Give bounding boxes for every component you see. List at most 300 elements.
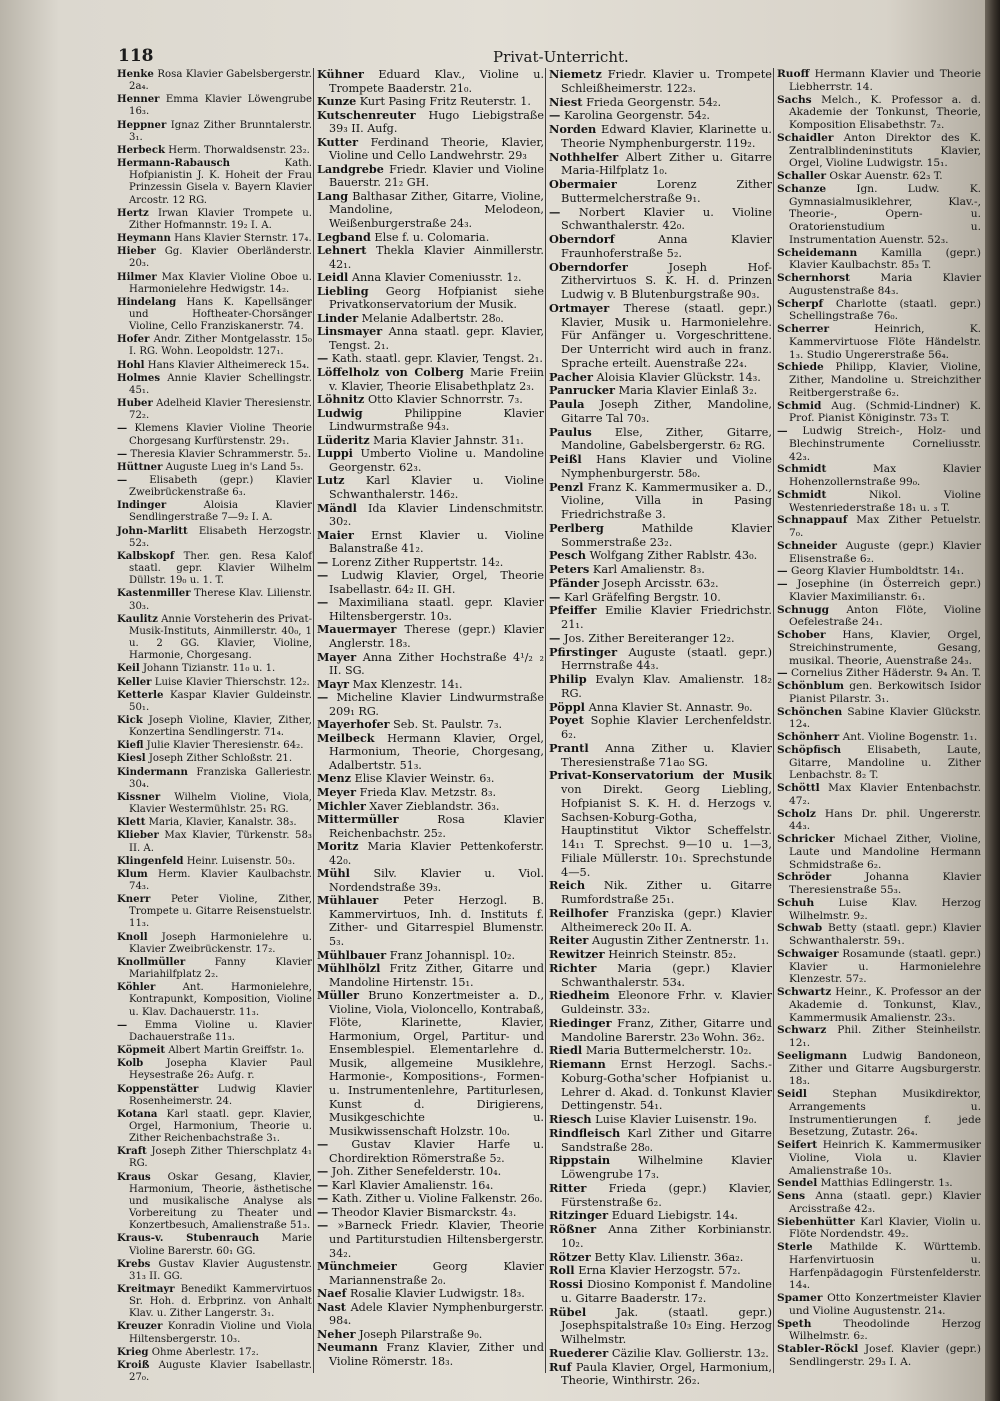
directory-entry	[117, 144, 312, 157]
directory-entry	[317, 1260, 544, 1287]
entry-details: Friedr. Klavier und Violine Bauerstr. 21₂ GH.	[329, 162, 544, 190]
entry-details: Andr. Zither Montgelasstr. 15₀ I. RG. Wohn. Leopoldstr. 127₁.	[129, 334, 312, 358]
entry-details: Emma Klavier Löwengrube 16₃.	[129, 94, 313, 118]
directory-entry	[317, 867, 544, 894]
entry-surname: —	[117, 422, 128, 435]
directory-entry	[117, 893, 312, 930]
directory-entry	[317, 407, 544, 434]
entry-details: Frieda Klav. Metzstr. 8₃.	[359, 785, 497, 799]
entry-surname: Kick	[117, 713, 143, 726]
directory-entry	[549, 384, 772, 398]
entry-details: Gustav Klavier Harfe u. Chordirektion Römerstraße 5₂.	[329, 1138, 544, 1165]
entry-details: Rosa Klavier Gabelsbergerstr. 2a₄.	[129, 69, 313, 93]
directory-entry	[777, 361, 981, 399]
directory-entry	[317, 1287, 544, 1301]
directory-entry	[117, 232, 312, 245]
directory-entry	[777, 808, 981, 834]
directory-entry	[117, 448, 312, 461]
directory-entry	[317, 989, 544, 1138]
entry-details: Johann Tizianstr. 11₀ u. 1.	[142, 663, 276, 675]
entry-details: Hermann Klavier und Theorie Liebherrstr. 14.	[789, 68, 981, 93]
entry-details: Nik. Zither u. Gitarre Rumfordstraße 25₁.	[561, 878, 772, 906]
directory-entry	[549, 398, 772, 426]
entry-surname: Niemetz	[549, 67, 602, 81]
directory-entry	[117, 359, 312, 372]
directory-entry	[317, 691, 544, 718]
directory-entry	[777, 782, 981, 808]
entry-details: Karl Klavier u. Violine Schwanthalerstr. 146₂.	[329, 474, 544, 501]
entry-surname: Prantl	[549, 740, 589, 755]
entry-details: Hans, Klavier, Orgel, Streichinstrumente, Gesang, musikal. Theorie, Auenstraße 24₃.	[789, 629, 982, 667]
directory-entry	[317, 732, 544, 773]
entry-surname: Klieber	[117, 829, 159, 842]
entry-surname: Lang	[317, 188, 349, 203]
entry-surname: Hilmer	[117, 270, 157, 283]
directory-entry	[777, 986, 981, 1024]
directory-entry	[777, 170, 981, 183]
entry-details: Ludwig Streich-, Holz- und Blechinstrumente Corneliusstr. 42₃.	[789, 425, 981, 463]
directory-entry	[549, 907, 772, 935]
entry-surname: Linder	[317, 310, 359, 325]
entry-details: Max Klavier Entenbachstr. 47₂.	[789, 782, 981, 807]
entry-surname: Köhler	[117, 981, 156, 994]
entry-surname: —	[549, 589, 561, 604]
entry-surname: Moritz	[317, 839, 359, 854]
entry-details: Wolfgang Zither Rablstr. 43₀.	[589, 548, 758, 563]
entry-details: Auguste Lueg in's Land 5₃.	[165, 461, 304, 473]
directory-entry	[549, 1044, 772, 1058]
directory-entry	[117, 550, 312, 587]
entry-details: Lorenz Zither Buttermelcherstraße 9₁.	[561, 177, 772, 205]
entry-details: Lorenz Zither Ruppertstr. 14₂.	[331, 555, 504, 569]
entry-surname: Pfänder	[549, 575, 600, 590]
entry-surname: Schwab	[777, 922, 823, 935]
entry-surname: Speth	[777, 1317, 812, 1330]
directory-entry	[777, 1088, 981, 1139]
directory-entry	[117, 1258, 312, 1283]
entry-details: Herm. Thorwaldsenstr. 23₂.	[168, 144, 310, 156]
entry-details: Hermann Klavier, Orgel, Harmonium, Theorie, Chorgesang, Adalbertstr. 51₃.	[329, 731, 544, 772]
entry-details: Ludwig Klavier, Orgel, Theorie Isabellastr. 64₂ II. GH.	[329, 569, 544, 596]
entry-details: Heinrich Steinstr. 85₂.	[608, 947, 737, 961]
entry-details: Mathilde Klavier Sommerstraße 23₂.	[561, 520, 772, 549]
directory-entry	[549, 1058, 772, 1113]
entry-surname: Mändl	[317, 500, 357, 515]
entry-details: Kaspar Klavier Guldeinstr. 50₁.	[129, 689, 312, 713]
directory-entry	[777, 298, 981, 324]
entry-details: Elisabeth (gepr.) Klavier Zweibrückenstraße 6₃.	[129, 475, 312, 499]
directory-entry	[117, 461, 312, 474]
entry-surname: Ketterle	[117, 688, 164, 701]
entry-surname: Peters	[549, 562, 590, 576]
entry-surname: Kutter	[317, 134, 358, 149]
directory-entry	[117, 333, 312, 358]
entry-surname: Hieber	[117, 245, 156, 258]
entry-surname: Penzl	[549, 479, 584, 494]
entry-details: Joseph Zither, Mandoline, Gitarre Tal 70₃.	[561, 397, 773, 425]
directory-entry	[549, 604, 772, 632]
entry-surname: Hertz	[117, 206, 149, 219]
entry-details: Julie Klavier Theresienstr. 64₂.	[146, 740, 304, 752]
entry-surname: Kiefl	[117, 739, 144, 752]
entry-details: Bruno Konzertmeister a. D., Violine, Viola, Violoncello, Kontrabaß, Flöte, Klarinette, Klavier, Harmonium, Orgel, Partitur- und Ensemblespiel. Elementarlehre d. Musik, allgemeine Musiklehre, Harmonie-, Kompositions-, Formen- u. Instrumentenlehre, Partiturlesen, Kunst d. Dirigierens, Musikgeschichte u. Musikwissenschaft Holzstr. 10₀.	[329, 989, 544, 1138]
entry-surname: Pöppl	[549, 699, 585, 714]
entry-surname: Huber	[117, 397, 153, 410]
directory-entry	[317, 1328, 544, 1342]
entry-surname: Neher	[317, 1326, 356, 1341]
entry-details: Karl staatl. gepr. Klavier, Orgel, Harmonium, Theorie u. Zither Reichenbachstraße 3₁.	[129, 1108, 312, 1145]
directory-entry	[317, 68, 544, 95]
entry-surname: Kiesl	[117, 752, 146, 765]
entry-surname: Hohl	[117, 358, 145, 371]
entry-surname: Schiede	[777, 361, 824, 374]
directory-entry	[117, 791, 312, 816]
entry-surname: —	[117, 474, 128, 486]
directory-entry	[549, 1223, 772, 1251]
entry-details: Ferdinand Theorie, Klavier, Violine und Cello Landwehrstr. 29₃	[329, 135, 544, 163]
entry-surname: —	[317, 1137, 329, 1152]
entry-surname: Kaulitz	[117, 612, 158, 625]
entry-details: Luise Klav. Herzog Wilhelmstr. 9₂.	[789, 896, 981, 922]
running-head: Privat-Unterricht.	[493, 48, 629, 66]
entry-surname: Spamer	[777, 1292, 823, 1304]
entry-details: Auguste Klavier Isabellastr. 27₀.	[129, 1359, 312, 1384]
entry-surname: Schuh	[777, 896, 815, 909]
directory-entry	[549, 233, 772, 261]
directory-entry	[549, 371, 772, 385]
directory-entry	[117, 1019, 312, 1044]
entry-details: Anna Klavier St. Annastr. 9₀.	[588, 699, 753, 714]
directory-entry	[117, 739, 312, 752]
entry-details: Else f. u. Colomaria.	[374, 230, 490, 244]
directory-entry	[549, 1127, 772, 1155]
entry-details: Franz Klavier, Zither und Violine Römerstr. 18₃.	[329, 1341, 544, 1368]
directory-entry	[549, 426, 772, 454]
entry-details: Phil. Zither Steinheilstr. 12₁.	[789, 1024, 981, 1049]
directory-entry	[317, 502, 544, 529]
entry-details: Adele Klavier Nymphenburgerstr. 98₄.	[329, 1300, 545, 1328]
entry-details: Max Klavier, Türkenstr. 58₃ II. A.	[129, 830, 312, 854]
directory-entry	[117, 931, 312, 956]
entry-details: Hans Klavier Altheimereck 15₄.	[147, 359, 310, 371]
entry-details: Rosamunde (staatl. gepr.) Klavier u. Harmonielehre Klenzestr. 57₂.	[789, 947, 981, 986]
entry-surname: —	[317, 554, 329, 569]
entry-surname: Knollmüller	[117, 955, 186, 968]
entry-surname: —	[777, 667, 788, 680]
entry-details: Jak. (staatl. gepr.) Josephspitalstraße 10₃ Eing. Herzog Wilhelmstr.	[561, 1304, 772, 1346]
entry-details: Ohme Aberlestr. 17₂.	[151, 1346, 259, 1358]
entry-surname: Schmid	[777, 399, 822, 412]
entry-surname: Hüttner	[117, 460, 163, 473]
directory-entry	[317, 1165, 544, 1179]
entry-details: Ther. gen. Resa Kalof staatl. gepr. Klavier Wilhelm Düllstr. 19₀ u. 1. T.	[129, 550, 313, 587]
entry-surname: Rewitzer	[549, 947, 605, 961]
entry-details: Emilie Klavier Friedrichstr. 21₁.	[561, 603, 772, 631]
entry-details: Jos. Zither Bereiteranger 12₂.	[563, 630, 735, 645]
directory-entry	[549, 563, 772, 577]
entry-surname: —	[549, 630, 561, 645]
entry-details: Frieda Georgenstr. 54₂.	[586, 94, 722, 109]
entry-surname: Mühl	[317, 866, 350, 881]
entry-surname: Mayer	[317, 649, 357, 664]
entry-details: Anna Zither Korbinianstr. 10₂.	[561, 1222, 773, 1250]
entry-details: Wilhelm Violine, Viola, Klavier Westermühlstr. 25₁ RG.	[129, 791, 312, 816]
entry-surname: —	[317, 595, 329, 610]
directory-entry	[317, 434, 544, 448]
directory-entry	[117, 1171, 312, 1233]
directory-entry	[549, 673, 772, 701]
directory-entry	[117, 1359, 312, 1384]
entry-details: Theodor Klavier Bismarckstr. 4₃.	[331, 1205, 517, 1219]
directory-entry	[317, 949, 544, 963]
directory-entry	[777, 425, 981, 463]
directory-entry	[777, 94, 981, 132]
entry-surname: Scherrer	[777, 323, 830, 335]
page-number: 118	[118, 46, 154, 66]
directory-entry	[549, 453, 772, 481]
entry-surname: Paulus	[549, 424, 592, 439]
directory-entry	[549, 701, 772, 715]
entry-details: Fanny Klavier Mariahilfplatz 2₂.	[129, 956, 313, 981]
entry-details: Stephan Musikdirektor, Arrangements u. Instrumentierungen f. jede Besetzung, Zutastr. 26₄.	[789, 1088, 981, 1139]
directory-entry	[549, 1154, 772, 1182]
entry-surname: Mühlauer	[317, 893, 379, 908]
entry-details: Kath. staatl. gepr. Klavier, Tengst. 2₁.	[331, 352, 543, 366]
entry-details: Else, Zither, Gitarre, Mandoline, Gabelsbergerstr. 6₂ RG.	[561, 424, 772, 453]
entry-details: Adelheid Klavier Theresienstr. 72₂.	[129, 398, 313, 422]
entry-surname: Schober	[777, 629, 826, 641]
entry-surname: Löhnitz	[317, 392, 365, 407]
entry-surname: —	[317, 1204, 329, 1219]
directory-entry	[777, 706, 981, 732]
directory-entry	[317, 556, 544, 570]
directory-entry	[777, 68, 981, 94]
entry-surname: Obermaier	[549, 177, 617, 191]
entry-details: Charlotte (staatl. gepr.) Schellingstraße 76₀.	[789, 297, 981, 323]
entry-details: Karl Klavier Amalienstr. 16₄.	[331, 1178, 494, 1192]
entry-details: Paula Klavier, Orgel, Harmonium, Theorie, Winthirstr. 26₂.	[561, 1359, 773, 1388]
directory-entry	[317, 163, 544, 190]
entry-surname: Ortmayer	[549, 300, 610, 315]
entry-surname: Rübel	[549, 1304, 587, 1319]
directory-entry	[549, 934, 772, 948]
directory-entry	[117, 372, 312, 397]
directory-entry	[117, 855, 312, 868]
entry-details: Ludwig Klavier Rosenheimerstr. 24.	[129, 1083, 312, 1107]
directory-entry	[317, 772, 544, 786]
directory-entry	[777, 680, 981, 706]
directory-entry	[549, 1278, 772, 1306]
directory-entry	[777, 948, 981, 986]
entry-details: Maria, Klavier, Kanalstr. 38₃.	[148, 817, 297, 829]
directory-entry	[549, 769, 772, 879]
directory-entry	[317, 244, 544, 271]
entry-surname: Liebling	[317, 283, 369, 298]
entry-details: Maria Buttermelcherstr. 10₂.	[585, 1043, 752, 1058]
entry-surname: Peißl	[549, 452, 582, 466]
directory-entry	[549, 123, 772, 151]
directory-entry	[777, 604, 981, 630]
entry-surname: Riesch	[549, 1112, 592, 1126]
directory-entry	[117, 422, 312, 447]
entry-surname: Mayerhofer	[317, 717, 390, 732]
entry-details: Rosa Klavier Reichenbachstr. 25₂.	[329, 813, 544, 840]
directory-entry	[117, 1320, 312, 1345]
entry-details: Emma Violine u. Klavier Dachauerstraße 11₃.	[129, 1019, 312, 1043]
directory-entry	[317, 447, 544, 474]
directory-entry	[777, 922, 981, 948]
directory-entry	[117, 68, 312, 93]
entry-surname: Hofer	[117, 333, 150, 346]
entries-column-4	[777, 68, 981, 1369]
entry-surname: Scheidemann	[777, 246, 858, 259]
entry-surname: Schwartz	[777, 986, 832, 998]
entry-details: Hans K. Kapellsänger und Hoftheater-Chorsänger Violine, Cello Franziskanerstr. 74.	[129, 296, 313, 333]
entry-details: Umberto Violine u. Mandoline Georgenstr. 62₃.	[329, 447, 544, 474]
entry-surname: Meilbeck	[317, 730, 375, 745]
directory-entry	[117, 829, 312, 854]
entry-details: Heinr. Luisenstr. 50₃.	[186, 855, 296, 867]
entry-surname: —	[317, 1177, 329, 1192]
entry-details: Ant. Violine Bogenstr. 1₁.	[842, 731, 978, 743]
entries-column-3	[549, 68, 772, 1388]
directory-entry	[317, 894, 544, 948]
entry-surname: Luppi	[317, 446, 353, 461]
entry-details: Hans Klavier und Violine Nymphenburgerstr. 58₀.	[561, 452, 772, 480]
entry-surname: Löffelholz von Colberg	[317, 365, 464, 380]
entry-surname: Riedheim	[549, 988, 610, 1003]
entry-surname: Menz	[317, 771, 351, 786]
entry-details: Silv. Klavier u. Viol. Nordendstraße 39₃.	[329, 867, 544, 894]
entry-details: Georg Hofpianist siehe Privatkonservatorium der Musik.	[329, 284, 544, 312]
entry-surname: Kühner	[317, 67, 364, 81]
entry-details: Luise Klavier Luisenstr. 19₀.	[595, 1112, 758, 1126]
entry-details: Maria Klavier Jahnstr. 31₁.	[373, 433, 524, 447]
entry-surname: Mittermüller	[317, 812, 399, 827]
entry-surname: Seidl	[777, 1088, 807, 1100]
entry-surname: Kutschenreuter	[317, 107, 416, 122]
entry-surname: Keil	[117, 662, 140, 675]
entry-details: Cäzilie Klav. Gollierstr. 13₂.	[611, 1345, 769, 1360]
entry-surname: Privat-Konservatorium der Musik	[549, 768, 772, 783]
directory-entry	[549, 1264, 772, 1278]
entry-details: Benedikt Kammervirtuos Sr. Hoh. d. Erbprinz. von Anhalt Klav. u. Zither Langerstr. 3₁.	[129, 1284, 312, 1320]
directory-entry	[549, 1017, 772, 1045]
entry-surname: Schröder	[777, 871, 832, 884]
directory-entry	[777, 629, 981, 667]
entry-surname: Michler	[317, 798, 366, 813]
directory-entry	[777, 833, 981, 871]
directory-entry	[117, 662, 312, 675]
entry-surname: Scherpf	[777, 297, 824, 310]
entry-details: Georg Klavier Humboldtstr. 14₁.	[790, 565, 965, 578]
entry-surname: Indinger	[117, 499, 167, 512]
entry-details: Joseph Zither Schloßstr. 21.	[148, 753, 293, 765]
entry-surname: Schwaiger	[777, 947, 839, 960]
entry-details: Maria (gepr.) Klavier Schwanthalerstr. 53₄.	[561, 960, 772, 989]
entry-details: Marie Violine Barerstr. 60₁ GG.	[129, 1233, 312, 1257]
directory-entry	[549, 1113, 772, 1127]
entry-details: Konradin Violine und Viola Hiltensbergerstr. 10₃.	[129, 1321, 313, 1345]
directory-entry	[317, 312, 544, 326]
entry-details: Ida Klavier Lindenschmitstr. 30₂.	[329, 501, 544, 529]
entry-details: von Direkt. Georg Liebling, Hofpianist S. K. H. d. Herzogs v. Sachsen-Koburg-Gotha, Hauptinstitut Viktor Scheffelstr. 14₁₁ T. Sprechst. 9—10 u. 1—3, Filiale Müllerstr. 10₁. Sprechstunde 4—5.	[561, 782, 772, 879]
entry-surname: Schaidler	[777, 131, 834, 144]
entry-surname: Schnappauf	[777, 514, 848, 527]
entry-details: Franz, Zither, Gitarre und Mandoline Barerstr. 23₀ Wohn. 36₂.	[561, 1015, 773, 1044]
column-rule	[773, 68, 774, 1373]
entry-details: Aloisia Klavier Sendlingerstraße 7—9₂ I. A.	[129, 500, 313, 524]
entry-details: Elise Klavier Weinstr. 6₃.	[354, 772, 495, 786]
entry-details: Franz K. Kammermusiker a. D., Violine, Villa in Pasing Friedrichstraße 3.	[561, 479, 772, 521]
entry-surname: Rößner	[549, 1222, 597, 1236]
entry-details: Max Klavier Violine Oboe u. Harmonielehre Hedwigstr. 14₂.	[129, 271, 312, 295]
directory-entry	[317, 1138, 544, 1165]
entry-details: Anton Flöte, Violine Oefelestraße 24₁.	[789, 603, 981, 629]
directory-entry	[549, 989, 772, 1017]
directory-entry	[117, 689, 312, 714]
directory-entry	[549, 577, 772, 591]
directory-entry	[549, 1209, 772, 1223]
entry-details: Maria Klavier Augustenstraße 84₃.	[789, 272, 982, 297]
entry-surname: Kraus-v. Stubenrauch	[117, 1232, 260, 1245]
directory-entry	[549, 178, 772, 206]
directory-entry	[317, 109, 544, 136]
directory-entry	[777, 1177, 981, 1190]
entry-details: Georg Klavier Mariannenstraße 2₀.	[329, 1260, 544, 1287]
entry-surname: Mühlbauer	[317, 947, 387, 962]
directory-entry	[777, 1190, 981, 1216]
directory-entry	[117, 676, 312, 689]
entry-surname: Rippstain	[549, 1153, 611, 1168]
directory-entry	[317, 651, 544, 678]
directory-entry	[317, 786, 544, 800]
entry-surname: Pfeiffer	[549, 603, 597, 618]
directory-entry	[317, 800, 544, 814]
directory-entry	[317, 352, 544, 366]
entry-details: Frieda (gepr.) Klavier, Fürstenstraße 6₂.	[561, 1180, 772, 1209]
entry-surname: Mayr	[317, 676, 350, 691]
entry-surname: Klingenfeld	[117, 854, 184, 867]
entry-details: Maximiliana staatl. gepr. Klavier Hiltensbergerstr. 10₃.	[329, 596, 544, 623]
entry-details: Kamilla (gepr.) Klavier Kaulbachstr. 85₃ T.	[789, 246, 981, 272]
entry-details: Maria Klavier Pettenkoferstr. 42₀.	[329, 840, 544, 867]
entry-details: Annie Vorsteherin des Privat-Musik-Instituts, Ainmillerstr. 40₀, 1 u. 2 GG. Klavier, Violine, Harmonie, Chorgesang.	[129, 613, 313, 662]
entry-surname: Henke	[117, 68, 154, 80]
entry-surname: Kraus	[117, 1170, 151, 1183]
directory-entry	[777, 247, 981, 273]
entry-details: Oskar Auenstr. 62₃ T.	[829, 170, 943, 182]
entry-surname: Nothhelfer	[549, 149, 619, 164]
entry-surname: Schneider	[777, 539, 837, 552]
entry-surname: Koppenstätter	[117, 1082, 199, 1095]
directory-entry	[549, 302, 772, 371]
entry-surname: Nast	[317, 1299, 346, 1314]
entry-details: Karl Gräfelfing Bergstr. 10.	[563, 589, 721, 604]
entry-details: Hans Dr. phil. Ungererstr. 44₃.	[789, 807, 981, 833]
entry-surname: Landgrebe	[317, 161, 384, 176]
entry-surname: Naef	[317, 1286, 347, 1301]
entry-surname: —	[117, 447, 128, 460]
entry-details: Hans Klavier Sternstr. 17₄.	[174, 233, 312, 245]
directory-entry	[549, 646, 772, 674]
directory-entry	[549, 206, 772, 234]
entry-surname: Kraft	[117, 1145, 147, 1158]
entry-details: Auguste (gepr.) Klavier Elisenstraße 6₂.	[789, 539, 982, 565]
directory-entry	[777, 897, 981, 923]
entry-surname: Schaller	[777, 170, 827, 182]
directory-entry	[317, 366, 544, 393]
